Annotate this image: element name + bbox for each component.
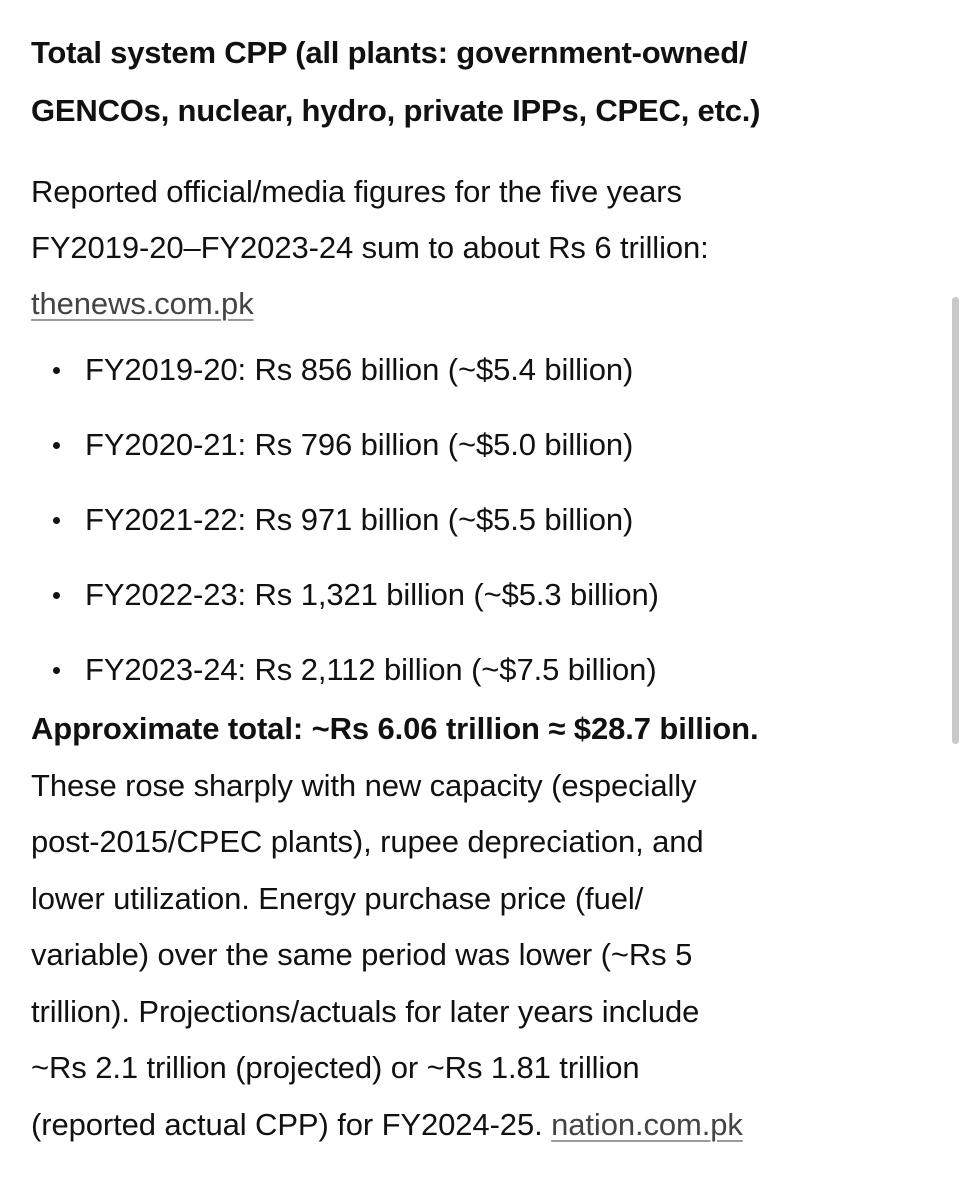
heading-line: Total system CPP (all plants: government-owned/	[31, 35, 748, 70]
summary-line: trillion). Projections/actuals for later years include	[31, 993, 700, 1029]
bullet-icon	[53, 517, 60, 524]
summary-line: ~Rs 2.1 trillion (projected) or ~Rs 1.81 trillion	[31, 1050, 640, 1085]
summary-last-line	[31, 1097, 941, 1154]
list-item	[31, 417, 941, 473]
list-item-text: FY2021-22: Rs 971 billion (~$5.5 billion)	[85, 502, 634, 537]
list-item-text: FY2020-21: Rs 796 billion (~$5.0 billion)	[85, 427, 634, 462]
section-heading	[31, 24, 941, 140]
list-item	[31, 567, 941, 623]
list-item-text: FY2019-20: Rs 856 billion (~$5.4 billion)	[85, 352, 634, 387]
list-item-text: FY2022-23: Rs 1,321 billion (~$5.3 billion)	[85, 577, 659, 612]
approximate-total: Approximate total: ~Rs 6.06 trillion ≈ $28.7 billion.	[31, 711, 759, 746]
heading-line: GENCOs, nuclear, hydro, private IPPs, CPEC, etc.)	[31, 93, 761, 128]
source-link-thenews[interactable]: thenews.com.pk	[31, 286, 254, 321]
summary-line: These rose sharply with new capacity (especially	[31, 767, 697, 803]
list-item	[31, 342, 941, 398]
intro-line: Reported official/media figures for the five years	[31, 174, 682, 209]
message-content	[31, 35, 941, 1153]
bullet-icon	[53, 667, 60, 674]
list-item	[31, 642, 941, 698]
intro-line: FY2019-20–FY2023-24 sum to about Rs 6 trillion:	[31, 230, 709, 265]
bullet-icon	[53, 592, 60, 599]
summary-line: post-2015/CPEC plants), rupee depreciation, and	[31, 824, 704, 859]
list-item	[31, 492, 941, 548]
source-link-nation[interactable]: nation.com.pk	[551, 1106, 743, 1142]
bullet-icon	[53, 442, 60, 449]
vertical-scrollbar[interactable]	[952, 297, 959, 744]
list-item-text: FY2023-24: Rs 2,112 billion (~$7.5 billion)	[85, 652, 657, 687]
summary-paragraph	[31, 701, 941, 1153]
summary-line: (reported actual CPP) for FY2024-25.	[31, 1106, 543, 1142]
summary-line: lower utilization. Energy purchase price (fuel/	[31, 880, 644, 916]
summary-line: variable) over the same period was lower (~Rs 5	[31, 937, 693, 972]
yearly-cpp-list	[31, 342, 941, 698]
intro-paragraph	[31, 164, 941, 332]
bullet-icon	[53, 367, 60, 374]
